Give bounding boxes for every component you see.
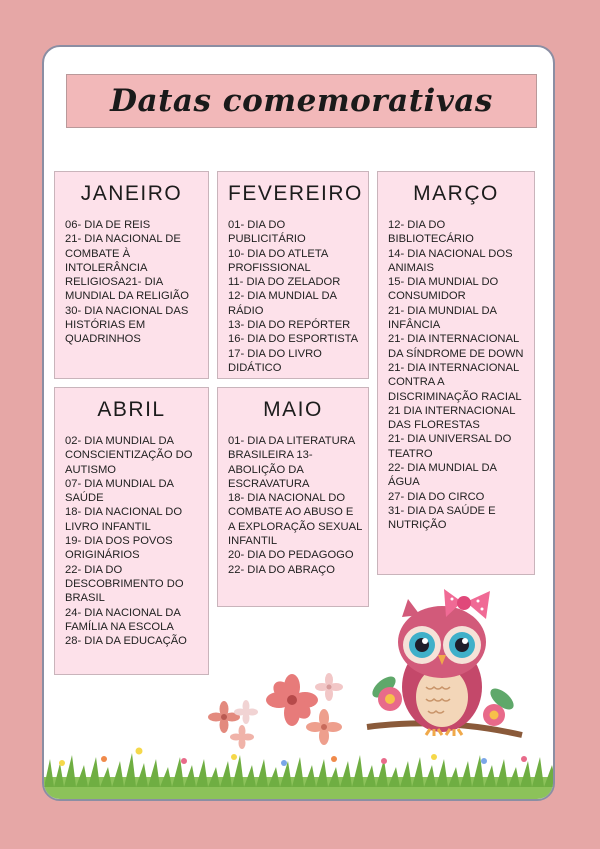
dates-list: [228, 434, 368, 577]
month-title: FEVEREIRO: [228, 182, 363, 205]
month-box-maio: [217, 387, 369, 607]
list-item: 20- DIA DO PEDAGOGO: [228, 549, 354, 562]
list-item: 12- DIA MUNDIAL DA RÁDIO: [228, 290, 337, 317]
list-item: 16- DIA DO ESPORTISTA: [228, 333, 359, 346]
list-item: 12- DIA DO BIBLIOTECÁRIO: [388, 219, 474, 246]
list-item: 22- DIA DO ABRAÇO: [228, 563, 335, 576]
list-item: 15- DIA MUNDIAL DO CONSUMIDOR: [388, 276, 499, 303]
list-item: 21- DIA UNIVERSAL DO TEATRO: [388, 433, 512, 460]
dates-list: [228, 218, 368, 375]
list-item: 24- DIA NACIONAL DA FAMÍLIA NA ESCOLA: [65, 606, 181, 633]
list-item: 22- DIA MUNDIAL DA ÁGUA: [388, 462, 497, 489]
month-title: JANEIRO: [80, 182, 183, 205]
page-title: Datas comemorativas: [110, 83, 493, 119]
owl-illustration: [362, 587, 527, 752]
list-item: 19- DIA DOS POVOS ORIGINÁRIOS: [65, 535, 173, 562]
list-item: 11- DIA DO ZELADOR: [228, 276, 341, 289]
list-item: 01- DIA DA LITERATURA BRASILEIRA 13- ABOLIÇÃO DA ESCRAVATURA: [228, 435, 355, 490]
list-item: 21- DIA MUNDIAL DA INFÂNCIA: [388, 304, 497, 332]
list-item: 27- DIA DO CIRCO: [388, 490, 485, 503]
list-item: 13- DIA DO REPÓRTER: [228, 319, 351, 332]
list-item: 21 DIA INTERNACIONAL DAS FLORESTAS: [388, 404, 516, 432]
title-banner: [66, 74, 537, 128]
list-item: 18- DIA NACIONAL DO LIVRO INFANTIL: [65, 506, 183, 533]
list-item: 17- DIA DO LIVRO DIDÁTICO: [228, 347, 322, 374]
list-item: 14- DIA NACIONAL DOS ANIMAIS: [388, 247, 513, 274]
list-item: 10- DIA DO ATLETA PROFISSIONAL: [228, 247, 328, 274]
list-item: 31- DIA DA SAÚDE E NUTRIÇÃO: [388, 504, 496, 532]
month-title: ABRIL: [97, 398, 166, 421]
month-box-marco: [377, 171, 535, 575]
calendar-card: [42, 45, 555, 801]
month-title: MARÇO: [413, 182, 499, 205]
month-box-fevereiro: [217, 171, 369, 379]
month-box-janeiro: [54, 171, 209, 379]
dates-list: [65, 434, 208, 648]
list-item: 28- DIA DA EDUCAÇÃO: [65, 635, 187, 648]
list-item: 21- DIA INTERNACIONAL CONTRA A DISCRIMINAÇÃO RACIAL: [388, 361, 522, 403]
list-item: 30- DIA NACIONAL DAS HISTÓRIAS EM QUADRINHOS: [65, 304, 189, 346]
list-item: 07- DIA MUNDIAL DA SAÚDE: [65, 477, 174, 505]
list-item: 21- DIA NACIONAL DE COMBATE À INTOLERÂNCIA RELIGIOSA21- DIA MUNDIAL DA RELIGIÃO: [65, 233, 189, 303]
dates-list: [388, 218, 534, 533]
list-item: 06- DIA DE REIS: [65, 219, 151, 231]
list-item: 22- DIA DO DESCOBRIMENTO DO BRASIL: [65, 563, 184, 605]
list-item: 18- DIA NACIONAL DO COMBATE AO ABUSO E A EXPLORAÇÃO SEXUAL INFANTIL: [228, 492, 362, 548]
list-item: 01- DIA DO PUBLICITÁRIO: [228, 219, 306, 246]
list-item: 02- DIA MUNDIAL DA CONSCIENTIZAÇÃO DO AUTISMO: [65, 435, 193, 476]
grass-border: [44, 737, 555, 801]
month-title: MAIO: [263, 398, 323, 421]
dates-list: [65, 218, 208, 347]
list-item: 21- DIA INTERNACIONAL DA SÍNDROME DE DOWN: [388, 333, 524, 360]
month-box-abril: [54, 387, 209, 675]
